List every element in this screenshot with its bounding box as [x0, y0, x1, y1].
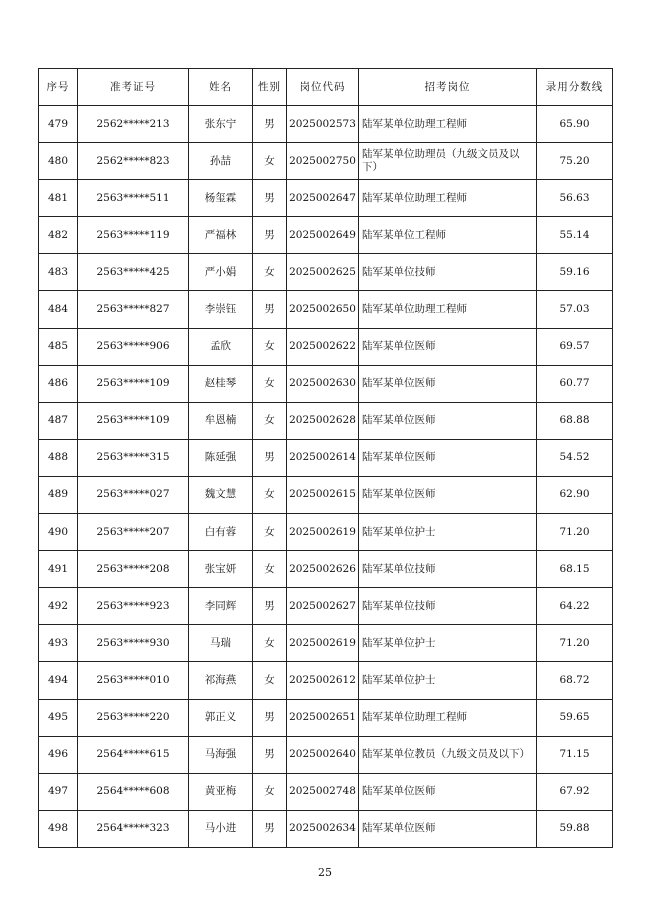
cutoff-score-cell: 71.15	[537, 736, 613, 773]
seq-cell: 485	[39, 328, 78, 365]
cutoff-score-cell: 64.22	[537, 588, 613, 625]
position-cell: 陆军某单位医师	[359, 810, 537, 847]
seq-cell: 489	[39, 476, 78, 513]
ticket-number-cell: 2564*****323	[78, 810, 189, 847]
position-code-cell: 2025002622	[287, 328, 359, 365]
table-row	[39, 625, 613, 662]
name-cell: 李同辉	[189, 588, 253, 625]
name-cell: 李崇钰	[189, 291, 253, 328]
position-cell: 陆军某单位医师	[359, 773, 537, 810]
cutoff-score-cell: 68.88	[537, 402, 613, 439]
table-row	[39, 514, 613, 551]
gender-cell: 男	[253, 810, 287, 847]
seq-cell: 494	[39, 662, 78, 699]
position-code-cell: 2025002750	[287, 143, 359, 180]
ticket-number-cell: 2563*****923	[78, 588, 189, 625]
header-seq: 序号	[39, 69, 78, 106]
position-code-cell: 2025002619	[287, 625, 359, 662]
ticket-number-cell: 2563*****315	[78, 439, 189, 476]
cutoff-score-cell: 62.90	[537, 476, 613, 513]
name-cell: 严福林	[189, 217, 253, 254]
name-cell: 张东宁	[189, 106, 253, 143]
cutoff-score-cell: 59.16	[537, 254, 613, 291]
cutoff-score-cell: 68.15	[537, 551, 613, 588]
name-cell: 马瑞	[189, 625, 253, 662]
position-cell: 陆军某单位教员（九级文员及以下）	[359, 736, 537, 773]
gender-cell: 女	[253, 662, 287, 699]
ticket-number-cell: 2562*****823	[78, 143, 189, 180]
name-cell: 祁海燕	[189, 662, 253, 699]
seq-cell: 497	[39, 773, 78, 810]
table-row	[39, 328, 613, 365]
ticket-number-cell: 2563*****906	[78, 328, 189, 365]
gender-cell: 女	[253, 328, 287, 365]
table-row	[39, 699, 613, 736]
header-cutoff-score: 录用分数线	[537, 69, 613, 106]
ticket-number-cell: 2564*****615	[78, 736, 189, 773]
table-row	[39, 254, 613, 291]
ticket-number-cell: 2563*****930	[78, 625, 189, 662]
ticket-number-cell: 2563*****010	[78, 662, 189, 699]
ticket-number-cell: 2563*****109	[78, 365, 189, 402]
header-position-code: 岗位代码	[287, 69, 359, 106]
position-cell: 陆军某单位技师	[359, 588, 537, 625]
name-cell: 严小娟	[189, 254, 253, 291]
seq-cell: 495	[39, 699, 78, 736]
table-row	[39, 662, 613, 699]
gender-cell: 男	[253, 439, 287, 476]
position-code-cell: 2025002615	[287, 476, 359, 513]
table-row	[39, 736, 613, 773]
position-code-cell: 2025002651	[287, 699, 359, 736]
gender-cell: 女	[253, 551, 287, 588]
seq-cell: 480	[39, 143, 78, 180]
table-body	[39, 106, 613, 848]
table-row	[39, 773, 613, 810]
position-code-cell: 2025002614	[287, 439, 359, 476]
name-cell: 马小进	[189, 810, 253, 847]
cutoff-score-cell: 60.77	[537, 365, 613, 402]
position-code-cell: 2025002649	[287, 217, 359, 254]
name-cell: 孙喆	[189, 143, 253, 180]
ticket-number-cell: 2563*****119	[78, 217, 189, 254]
table-row	[39, 439, 613, 476]
table-row	[39, 143, 613, 180]
position-cell: 陆军某单位护士	[359, 662, 537, 699]
position-code-cell: 2025002650	[287, 291, 359, 328]
table-row	[39, 476, 613, 513]
gender-cell: 女	[253, 254, 287, 291]
header-name: 姓名	[189, 69, 253, 106]
name-cell: 郭正义	[189, 699, 253, 736]
position-code-cell: 2025002573	[287, 106, 359, 143]
gender-cell: 男	[253, 588, 287, 625]
gender-cell: 女	[253, 143, 287, 180]
position-cell: 陆军某单位医师	[359, 476, 537, 513]
cutoff-score-cell: 65.90	[537, 106, 613, 143]
gender-cell: 男	[253, 180, 287, 217]
position-cell: 陆军某单位助理员（九级文员及以下）	[359, 143, 537, 180]
gender-cell: 男	[253, 736, 287, 773]
position-code-cell: 2025002647	[287, 180, 359, 217]
table-row	[39, 217, 613, 254]
gender-cell: 男	[253, 699, 287, 736]
table-row	[39, 810, 613, 847]
header-ticket-number: 准考证号	[78, 69, 189, 106]
seq-cell: 492	[39, 588, 78, 625]
position-code-cell: 2025002628	[287, 402, 359, 439]
name-cell: 白有蓉	[189, 514, 253, 551]
ticket-number-cell: 2563*****511	[78, 180, 189, 217]
position-cell: 陆军某单位技师	[359, 551, 537, 588]
cutoff-score-cell: 71.20	[537, 625, 613, 662]
gender-cell: 男	[253, 217, 287, 254]
position-code-cell: 2025002612	[287, 662, 359, 699]
table-row	[39, 106, 613, 143]
seq-cell: 486	[39, 365, 78, 402]
gender-cell: 女	[253, 773, 287, 810]
cutoff-score-cell: 56.63	[537, 180, 613, 217]
name-cell: 赵桂琴	[189, 365, 253, 402]
seq-cell: 491	[39, 551, 78, 588]
ticket-number-cell: 2563*****027	[78, 476, 189, 513]
table-row	[39, 551, 613, 588]
position-cell: 陆军某单位助理工程师	[359, 106, 537, 143]
cutoff-score-cell: 68.72	[537, 662, 613, 699]
table-row	[39, 291, 613, 328]
seq-cell: 484	[39, 291, 78, 328]
header-row	[39, 69, 613, 106]
position-code-cell: 2025002619	[287, 514, 359, 551]
table-row	[39, 402, 613, 439]
ticket-number-cell: 2563*****827	[78, 291, 189, 328]
ticket-number-cell: 2563*****109	[78, 402, 189, 439]
cutoff-score-cell: 69.57	[537, 328, 613, 365]
gender-cell: 女	[253, 625, 287, 662]
cutoff-score-cell: 57.03	[537, 291, 613, 328]
position-cell: 陆军某单位医师	[359, 439, 537, 476]
cutoff-score-cell: 59.65	[537, 699, 613, 736]
gender-cell: 女	[253, 476, 287, 513]
name-cell: 张宝妍	[189, 551, 253, 588]
gender-cell: 女	[253, 365, 287, 402]
gender-cell: 女	[253, 402, 287, 439]
cutoff-score-cell: 71.20	[537, 514, 613, 551]
cutoff-score-cell: 54.52	[537, 439, 613, 476]
seq-cell: 482	[39, 217, 78, 254]
name-cell: 牟恩楠	[189, 402, 253, 439]
position-code-cell: 2025002634	[287, 810, 359, 847]
seq-cell: 479	[39, 106, 78, 143]
seq-cell: 488	[39, 439, 78, 476]
page-number: 25	[318, 866, 332, 879]
gender-cell: 男	[253, 106, 287, 143]
seq-cell: 490	[39, 514, 78, 551]
header-gender: 性别	[253, 69, 287, 106]
position-code-cell: 2025002640	[287, 736, 359, 773]
position-cell: 陆军某单位医师	[359, 402, 537, 439]
position-cell: 陆军某单位护士	[359, 625, 537, 662]
position-code-cell: 2025002748	[287, 773, 359, 810]
position-cell: 陆军某单位护士	[359, 514, 537, 551]
seq-cell: 481	[39, 180, 78, 217]
gender-cell: 女	[253, 514, 287, 551]
seq-cell: 483	[39, 254, 78, 291]
gender-cell: 男	[253, 291, 287, 328]
name-cell: 陈延强	[189, 439, 253, 476]
table-row	[39, 180, 613, 217]
position-cell: 陆军某单位医师	[359, 365, 537, 402]
position-code-cell: 2025002630	[287, 365, 359, 402]
score-table	[38, 68, 613, 848]
cutoff-score-cell: 59.88	[537, 810, 613, 847]
position-code-cell: 2025002625	[287, 254, 359, 291]
ticket-number-cell: 2563*****220	[78, 699, 189, 736]
position-cell: 陆军某单位助理工程师	[359, 180, 537, 217]
name-cell: 孟欣	[189, 328, 253, 365]
ticket-number-cell: 2563*****425	[78, 254, 189, 291]
position-cell: 陆军某单位助理工程师	[359, 291, 537, 328]
table-row	[39, 365, 613, 402]
name-cell: 黄亚梅	[189, 773, 253, 810]
position-cell: 陆军某单位技师	[359, 254, 537, 291]
ticket-number-cell: 2563*****207	[78, 514, 189, 551]
position-cell: 陆军某单位工程师	[359, 217, 537, 254]
position-cell: 陆军某单位助理工程师	[359, 699, 537, 736]
position-code-cell: 2025002627	[287, 588, 359, 625]
seq-cell: 496	[39, 736, 78, 773]
position-code-cell: 2025002626	[287, 551, 359, 588]
name-cell: 魏文慧	[189, 476, 253, 513]
cutoff-score-cell: 67.92	[537, 773, 613, 810]
seq-cell: 493	[39, 625, 78, 662]
position-cell: 陆军某单位医师	[359, 328, 537, 365]
ticket-number-cell: 2564*****608	[78, 773, 189, 810]
cutoff-score-cell: 75.20	[537, 143, 613, 180]
name-cell: 马海强	[189, 736, 253, 773]
seq-cell: 498	[39, 810, 78, 847]
name-cell: 杨玺霖	[189, 180, 253, 217]
ticket-number-cell: 2562*****213	[78, 106, 189, 143]
header-position: 招考岗位	[359, 69, 537, 106]
table-row	[39, 588, 613, 625]
table-header	[39, 69, 613, 106]
cutoff-score-cell: 55.14	[537, 217, 613, 254]
seq-cell: 487	[39, 402, 78, 439]
ticket-number-cell: 2563*****208	[78, 551, 189, 588]
